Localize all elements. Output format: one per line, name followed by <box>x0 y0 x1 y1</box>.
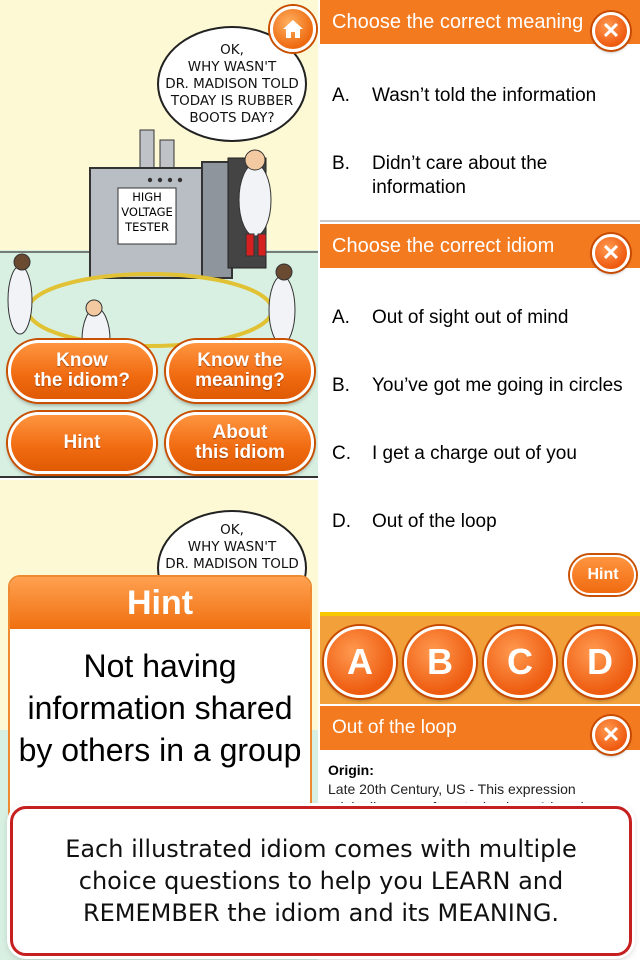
option-letter: D. <box>332 511 351 532</box>
option-letter: A. <box>332 85 350 106</box>
machine-sign: HIGH VOLTAGE TESTER <box>121 190 173 234</box>
answer-bar <box>320 612 640 704</box>
option-text: I get a charge out of you <box>372 443 577 464</box>
answer-a-button[interactable]: A <box>324 626 396 698</box>
idiom-option-a[interactable] <box>332 306 632 330</box>
quiz-hint-button[interactable]: Hint <box>570 555 636 595</box>
answer-b-button[interactable]: B <box>404 626 476 698</box>
idiom-option-d[interactable] <box>332 510 632 534</box>
origin-label: Origin: <box>328 762 374 778</box>
hint-card-title: Hint <box>10 577 310 629</box>
speech-text: OK, WHY WASN'T DR. MADISON TOLD <box>165 522 299 572</box>
option-text: You’ve got me going in circles <box>372 375 623 396</box>
hint-button[interactable]: Hint <box>8 412 156 474</box>
close-icon: ✕ <box>601 722 621 747</box>
home-icon <box>281 18 305 40</box>
option-letter: A. <box>332 307 350 328</box>
hint-card-text: Not having information shared by others in a group <box>18 648 302 768</box>
option-text: Didn’t care about the information <box>372 153 548 198</box>
know-meaning-button[interactable]: Know the meaning? <box>166 340 314 402</box>
option-letter: C. <box>332 443 351 464</box>
promo-caption-text: Each illustrated idiom comes with multiple choice questions to help you LEARN and REMEMBER the idiom and its MEANING. <box>65 835 577 927</box>
know-idiom-button[interactable]: Know the idiom? <box>8 340 156 402</box>
close-origin-button[interactable] <box>592 716 630 754</box>
close-meaning-quiz-button[interactable] <box>592 12 630 50</box>
idiom-quiz-title: Choose the correct idiom <box>332 235 555 257</box>
option-letter: B. <box>332 153 350 174</box>
option-text: Out of the loop <box>372 511 497 532</box>
meaning-option-b[interactable] <box>332 152 632 200</box>
option-text: Out of sight out of mind <box>372 307 569 328</box>
answer-c-button[interactable]: C <box>484 626 556 698</box>
idiom-option-b[interactable] <box>332 374 632 398</box>
option-text: Wasn’t told the information <box>372 85 597 106</box>
origin-text: Late 20th Century, US - This expression <box>328 781 576 797</box>
origin-title: Out of the loop <box>332 717 457 738</box>
speech-text: OK, WHY WASN'T DR. MADISON TOLD TODAY IS RUBBER BOOTS DAY? <box>165 41 299 126</box>
home-button[interactable] <box>270 6 316 52</box>
answer-d-button[interactable]: D <box>564 626 636 698</box>
close-icon: ✕ <box>601 18 621 43</box>
meaning-quiz-header <box>320 0 640 44</box>
idiom-option-c[interactable] <box>332 442 632 466</box>
idiom-quiz <box>320 224 640 612</box>
close-icon: ✕ <box>601 240 621 265</box>
promo-caption <box>10 806 632 956</box>
comic-panel-top <box>0 0 318 478</box>
option-letter: B. <box>332 375 350 396</box>
meaning-option-a[interactable] <box>332 84 632 108</box>
meaning-quiz-title: Choose the correct meaning <box>332 11 584 33</box>
close-idiom-quiz-button[interactable] <box>592 234 630 272</box>
about-idiom-button[interactable]: About this idiom <box>166 412 314 474</box>
